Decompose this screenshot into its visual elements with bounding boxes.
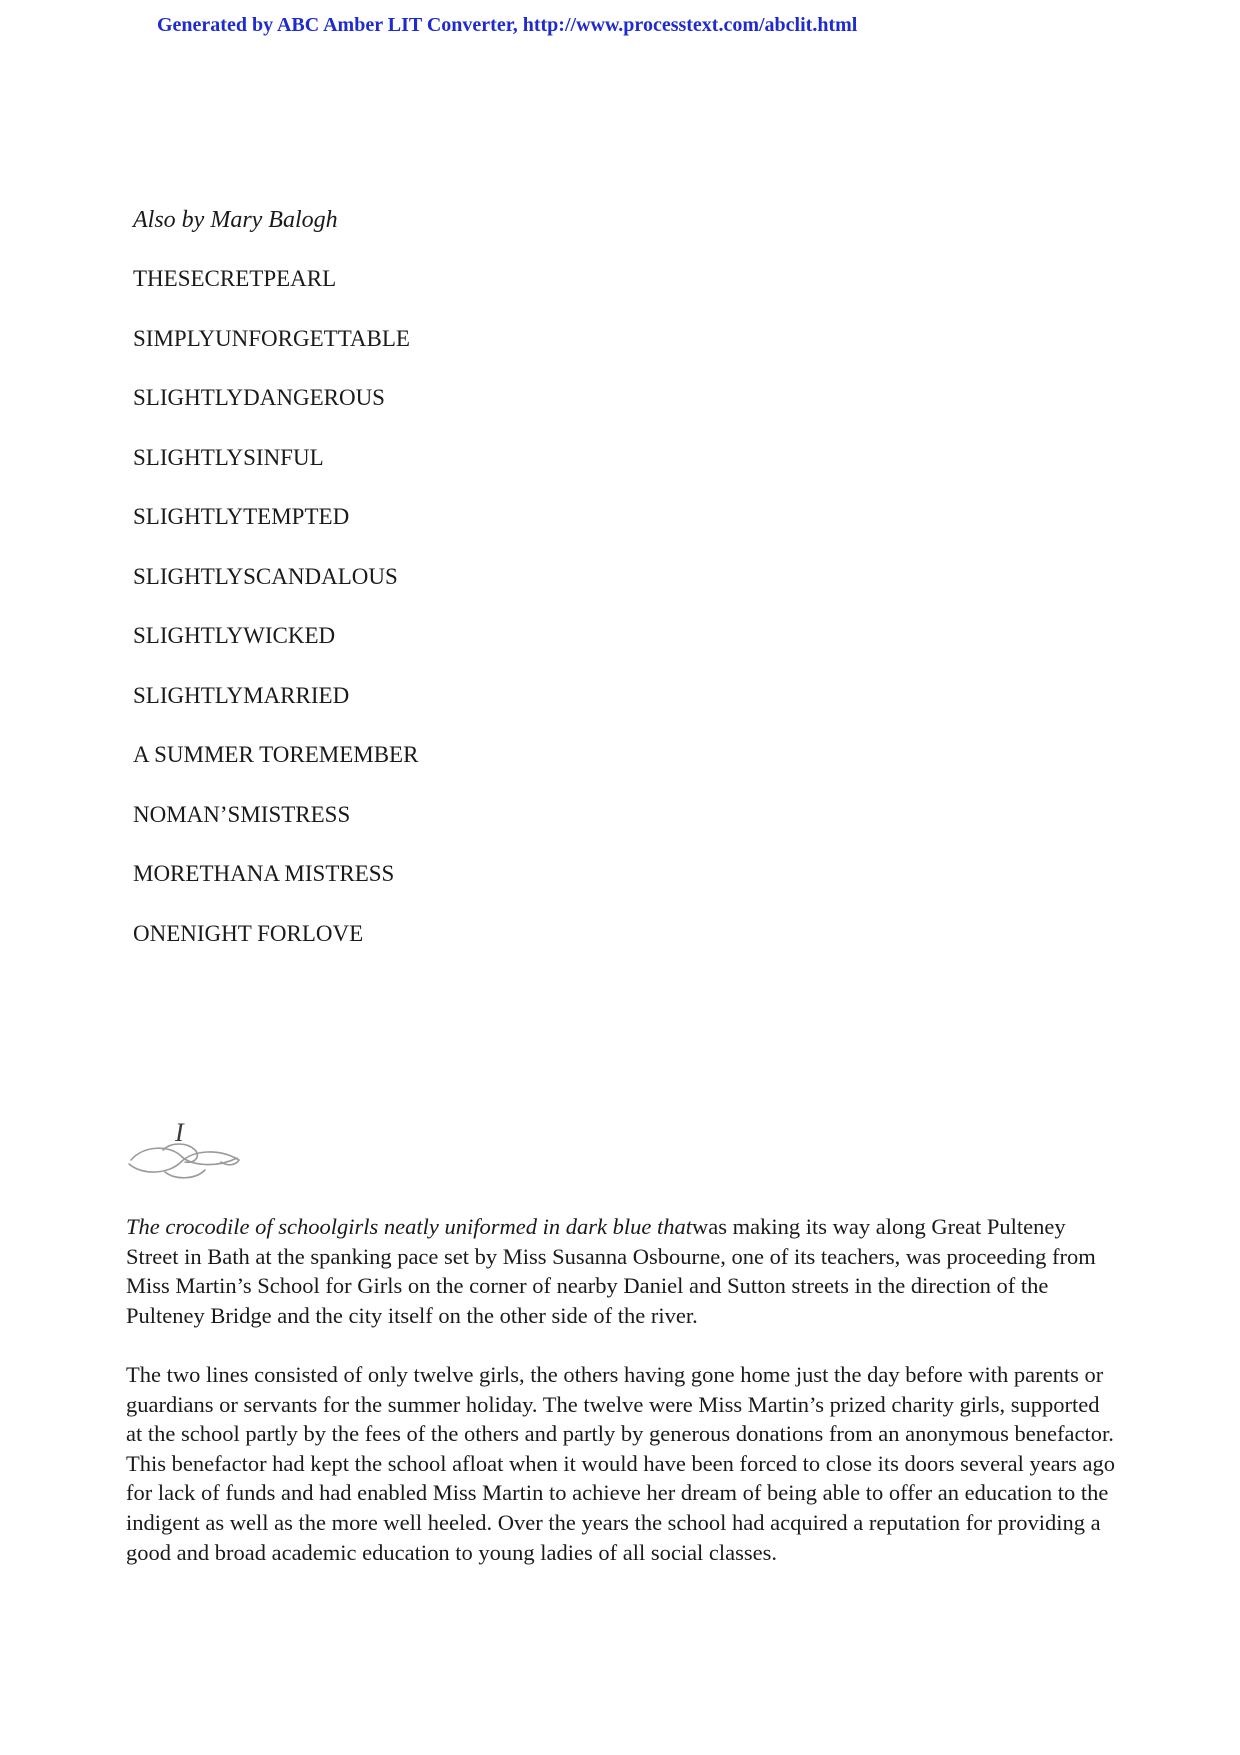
book-title: NOMAN’SMISTRESS xyxy=(133,801,351,827)
chapter-paragraph xyxy=(126,1212,1116,1330)
book-list xyxy=(133,264,418,978)
paragraph-body: was making its way along Great Pulteney Street in Bath at the spanking pace set by Miss Susanna Osbourne, one of its teachers, was proceeding from Miss Martin’s School for Girls on the corner of nearby Daniel and Sutton streets in the direction of the Pulteney Bridge and the city itself on the other side of the river. xyxy=(126,1214,1096,1328)
book-title: SLIGHTLYWICKED xyxy=(133,623,336,648)
book-title: A SUMMER TOREMEMBER xyxy=(133,742,419,767)
also-by-heading: Also by Mary Balogh xyxy=(133,207,338,233)
converter-banner[interactable]: Generated by ABC Amber LIT Converter, http://www.processtext.com/abclit.html xyxy=(157,14,858,36)
chapter-paragraph: The two lines consisted of only twelve girls, the others having gone home just the day before with parents or guardians or servants for the summer holiday. The twelve were Miss Martin’s prized charity girls, supported at the school partly by the fees of the others and partly by generous donations from an anonymous benefactor. This benefactor had kept the school afloat when it would have been forced to close its doors several years ago for lack of funds and had enabled Miss Martin to achieve her dream of being able to offer an education to the indigent as well as the more well heeled. Over the years the school had acquired a reputation for providing a good and broad academic education to young ladies of all social classes. xyxy=(126,1362,1116,1565)
book-title: SLIGHTLYSINFUL xyxy=(133,444,324,470)
book-title: MORETHANA MISTRESS xyxy=(133,861,395,886)
book-title: SLIGHTLYDANGEROUS xyxy=(133,385,385,410)
paragraph-lead-italic: The crocodile of schoolgirls neatly uniformed in dark blue that xyxy=(126,1214,692,1239)
book-title: THESECRETPEARL xyxy=(133,266,337,291)
book-title: SLIGHTLYMARRIED xyxy=(133,682,350,708)
book-title: SLIGHTLYTEMPTED xyxy=(133,504,350,529)
book-title: SIMPLYUNFORGETTABLE xyxy=(133,325,410,351)
chapter-number: I xyxy=(175,1118,184,1147)
book-title: SLIGHTLYSCANDALOUS xyxy=(133,563,398,589)
flourish-icon xyxy=(125,1120,245,1184)
book-title: ONENIGHT FORLOVE xyxy=(133,920,364,946)
chapter-ornament xyxy=(125,1120,245,1184)
